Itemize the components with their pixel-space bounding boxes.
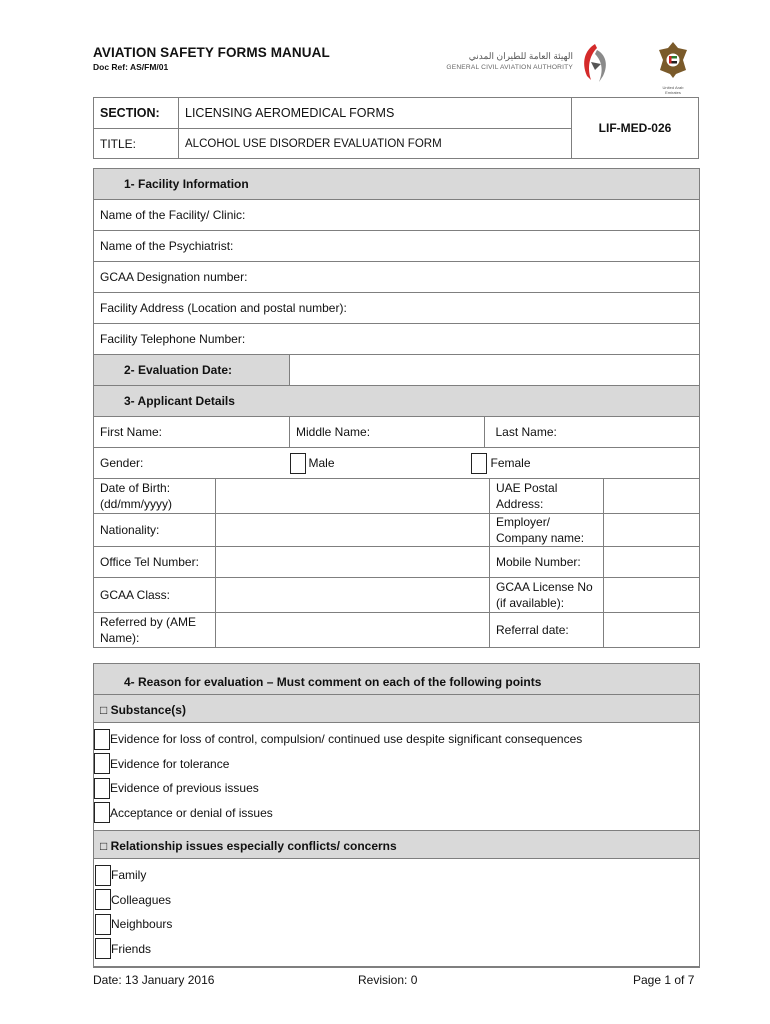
- form-code: LIF-MED-026: [572, 98, 699, 159]
- footer-date: Date: 13 January 2016: [93, 973, 215, 987]
- doc-ref: Doc Ref: AS/FM/01: [93, 62, 169, 72]
- list-item: [95, 863, 699, 888]
- list-item-label: Friends: [111, 941, 152, 956]
- mobile-label: Mobile Number:: [490, 547, 604, 578]
- male-checkbox[interactable]: [290, 453, 306, 474]
- relationship-list: [94, 859, 699, 961]
- list-item-label: Colleagues: [111, 892, 172, 907]
- list-item: [94, 776, 699, 801]
- referred-by-input[interactable]: [216, 613, 490, 648]
- female-checkbox[interactable]: [471, 453, 487, 474]
- evaluation-date-label: 2- Evaluation Date:: [94, 355, 290, 386]
- title-block: [93, 97, 699, 159]
- female-label: Female: [490, 456, 531, 470]
- applicant-form-table: [93, 168, 700, 648]
- list-item: [94, 801, 699, 826]
- referral-date-input[interactable]: [604, 613, 700, 648]
- neighbours-checkbox[interactable]: [95, 914, 111, 935]
- emblem-caption: United Arab Emirates: [662, 85, 684, 95]
- license-no-input[interactable]: [604, 578, 700, 613]
- title-value: ALCOHOL USE DISORDER EVALUATION FORM: [179, 129, 572, 159]
- family-checkbox[interactable]: [95, 865, 111, 886]
- dob-label: Date of Birth: (dd/mm/yyyy): [94, 479, 216, 514]
- loss-of-control-checkbox[interactable]: [94, 729, 110, 750]
- list-item-label: Evidence of previous issues: [110, 781, 259, 796]
- gender-label: Gender:: [94, 448, 290, 479]
- footer-divider: [93, 966, 699, 967]
- employer-label: Employer/ Company name:: [490, 514, 604, 547]
- middle-name-field[interactable]: Middle Name:: [290, 417, 490, 448]
- friends-checkbox[interactable]: [95, 938, 111, 959]
- uae-emblem: [656, 40, 690, 95]
- referred-by-label: Referred by (AME Name):: [94, 613, 216, 648]
- list-item-label: Acceptance or denial of issues: [110, 805, 273, 820]
- manual-title: AVIATION SAFETY FORMS MANUAL: [93, 45, 330, 60]
- referral-date-label: Referral date:: [490, 613, 604, 648]
- colleagues-checkbox[interactable]: [95, 889, 111, 910]
- office-tel-input[interactable]: [216, 547, 490, 578]
- dob-input[interactable]: [216, 479, 490, 514]
- list-item-label: Evidence for tolerance: [110, 756, 230, 771]
- designation-number-field[interactable]: GCAA Designation number:: [94, 262, 700, 293]
- section-value: LICENSING AEROMEDICAL FORMS: [179, 98, 572, 129]
- gender-options: [290, 448, 700, 479]
- acceptance-denial-checkbox[interactable]: [94, 802, 110, 823]
- reason-heading: 4- Reason for evaluation – Must comment on each of the following points: [94, 664, 699, 695]
- gcaa-class-label: GCAA Class:: [94, 578, 216, 613]
- footer-revision: Revision: 0: [358, 973, 418, 987]
- list-item-label: Family: [111, 868, 147, 883]
- section-label: SECTION:: [94, 98, 179, 129]
- license-no-label: GCAA License No (if available):: [490, 578, 604, 613]
- gcaa-logo: [445, 42, 615, 84]
- falcon-icon: [577, 42, 613, 84]
- tolerance-checkbox[interactable]: [94, 753, 110, 774]
- male-label: Male: [308, 456, 335, 470]
- employer-input[interactable]: [604, 514, 700, 547]
- nationality-input[interactable]: [216, 514, 490, 547]
- applicant-heading: 3- Applicant Details: [94, 386, 700, 417]
- eagle-emblem-icon: [656, 40, 690, 80]
- list-item: [94, 752, 699, 777]
- facility-telephone-field[interactable]: Facility Telephone Number:: [94, 324, 700, 355]
- list-item: [94, 727, 699, 752]
- evaluation-date-input[interactable]: [290, 355, 700, 386]
- list-item-label: Neighbours: [111, 917, 173, 932]
- footer-page: Page 1 of 7: [633, 973, 695, 987]
- uae-address-input[interactable]: [604, 479, 700, 514]
- nationality-label: Nationality:: [94, 514, 216, 547]
- substance-list: [94, 723, 699, 825]
- previous-issues-checkbox[interactable]: [94, 778, 110, 799]
- list-item: [95, 937, 699, 962]
- reason-section: [93, 663, 700, 968]
- gcaa-class-input[interactable]: [216, 578, 490, 613]
- last-name-cell: [490, 417, 700, 448]
- substance-heading: □ Substance(s): [94, 695, 699, 723]
- facility-name-field[interactable]: Name of the Facility/ Clinic:: [94, 200, 700, 231]
- first-name-field[interactable]: First Name:: [94, 417, 290, 448]
- list-item-label: Evidence for loss of control, compulsion/ continued use despite significant consequences: [110, 732, 583, 747]
- facility-address-field[interactable]: Facility Address (Location and postal number):: [94, 293, 700, 324]
- relationship-heading: □ Relationship issues especially conflicts/ concerns: [94, 830, 699, 859]
- last-name-field[interactable]: Last Name:: [495, 425, 557, 439]
- facility-heading: 1- Facility Information: [94, 169, 700, 200]
- title-label: TITLE:: [94, 129, 179, 159]
- authority-english-name: GENERAL CIVIL AVIATION AUTHORITY: [446, 64, 573, 71]
- office-tel-label: Office Tel Number:: [94, 547, 216, 578]
- mobile-input[interactable]: [604, 547, 700, 578]
- authority-arabic-name: الهيئة العامة للطيران المدني: [468, 51, 573, 61]
- uae-address-label: UAE Postal Address:: [490, 479, 604, 514]
- list-item: [95, 912, 699, 937]
- psychiatrist-name-field[interactable]: Name of the Psychiatrist:: [94, 231, 700, 262]
- list-item: [95, 888, 699, 913]
